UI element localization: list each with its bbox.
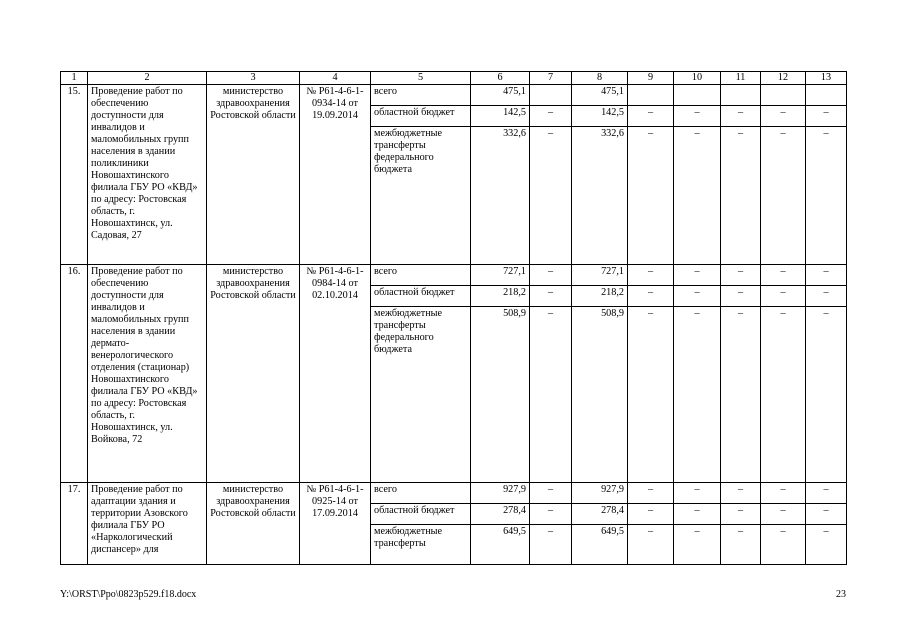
funding-source: межбюджетные трансферты bbox=[371, 525, 471, 565]
value-cell: – bbox=[806, 127, 847, 265]
value-cell: – bbox=[530, 483, 572, 504]
funding-source: всего bbox=[371, 265, 471, 286]
value-cell: 649,5 bbox=[572, 525, 628, 565]
value-cell: 332,6 bbox=[572, 127, 628, 265]
value-cell: – bbox=[628, 525, 674, 565]
value-cell: – bbox=[674, 286, 721, 307]
col-header: 10 bbox=[674, 72, 721, 85]
row-number: 17. bbox=[61, 483, 88, 565]
value-cell: 508,9 bbox=[471, 307, 530, 483]
value-cell: 142,5 bbox=[471, 106, 530, 127]
value-cell bbox=[721, 85, 761, 106]
value-cell: 475,1 bbox=[471, 85, 530, 106]
value-cell: – bbox=[674, 265, 721, 286]
value-cell: – bbox=[806, 504, 847, 525]
value-cell: 508,9 bbox=[572, 307, 628, 483]
col-header: 11 bbox=[721, 72, 761, 85]
value-cell: – bbox=[674, 504, 721, 525]
value-cell: – bbox=[761, 307, 806, 483]
value-cell: – bbox=[530, 286, 572, 307]
value-cell: – bbox=[806, 525, 847, 565]
measure-name: Проведение работ по обеспечению доступности для инвалидов и маломобильных групп населения в здании поликлиники Новошахтинского филиала ГБУ РО «КВД» по адресу: Ростовская область, г. Новошахтинск, ул. Садовая, 27 bbox=[88, 85, 207, 265]
value-cell: – bbox=[628, 483, 674, 504]
value-cell: 927,9 bbox=[471, 483, 530, 504]
responsible-org: министерство здравоохранения Ростовской области bbox=[207, 483, 300, 565]
value-cell: – bbox=[761, 106, 806, 127]
value-cell: – bbox=[761, 483, 806, 504]
funding-source: межбюджетные трансферты федерального бюджета bbox=[371, 307, 471, 483]
funding-source: областной бюджет bbox=[371, 286, 471, 307]
value-cell bbox=[674, 85, 721, 106]
value-cell: – bbox=[530, 307, 572, 483]
value-cell: 475,1 bbox=[572, 85, 628, 106]
value-cell: – bbox=[674, 525, 721, 565]
value-cell: – bbox=[628, 307, 674, 483]
value-cell bbox=[530, 85, 572, 106]
funding-source: межбюджетные трансферты федерального бюджета bbox=[371, 127, 471, 265]
col-header: 9 bbox=[628, 72, 674, 85]
value-cell: 927,9 bbox=[572, 483, 628, 504]
value-cell: 278,4 bbox=[471, 504, 530, 525]
funding-source: областной бюджет bbox=[371, 106, 471, 127]
value-cell: 278,4 bbox=[572, 504, 628, 525]
funding-source: областной бюджет bbox=[371, 504, 471, 525]
col-header: 2 bbox=[88, 72, 207, 85]
value-cell: – bbox=[806, 106, 847, 127]
value-cell: – bbox=[628, 127, 674, 265]
value-cell: – bbox=[806, 265, 847, 286]
value-cell: 332,6 bbox=[471, 127, 530, 265]
value-cell: 218,2 bbox=[471, 286, 530, 307]
value-cell: – bbox=[721, 504, 761, 525]
col-header: 7 bbox=[530, 72, 572, 85]
value-cell: – bbox=[530, 525, 572, 565]
value-cell: – bbox=[721, 483, 761, 504]
document-ref: № Р61-4-6-1-0934-14 от 19.09.2014 bbox=[300, 85, 371, 265]
measure-name: Проведение работ по адаптации здания и территории Азовского филиала ГБУ РО «Наркологический диспансер» для bbox=[88, 483, 207, 565]
responsible-org: министерство здравоохранения Ростовской области bbox=[207, 85, 300, 265]
col-header: 1 bbox=[61, 72, 88, 85]
document-ref: № Р61-4-6-1-0925-14 от 17.09.2014 bbox=[300, 483, 371, 565]
value-cell: 649,5 bbox=[471, 525, 530, 565]
table-row bbox=[61, 483, 847, 504]
value-cell: – bbox=[806, 286, 847, 307]
value-cell: 218,2 bbox=[572, 286, 628, 307]
table-row bbox=[61, 85, 847, 106]
value-cell: – bbox=[761, 286, 806, 307]
value-cell: – bbox=[761, 127, 806, 265]
value-cell: – bbox=[530, 127, 572, 265]
value-cell: 727,1 bbox=[572, 265, 628, 286]
value-cell: – bbox=[674, 307, 721, 483]
value-cell: – bbox=[674, 127, 721, 265]
value-cell: – bbox=[761, 525, 806, 565]
col-header: 3 bbox=[207, 72, 300, 85]
value-cell bbox=[628, 85, 674, 106]
col-header: 5 bbox=[371, 72, 471, 85]
value-cell: – bbox=[761, 265, 806, 286]
value-cell: – bbox=[674, 483, 721, 504]
value-cell: – bbox=[628, 106, 674, 127]
funding-source: всего bbox=[371, 483, 471, 504]
value-cell: – bbox=[721, 525, 761, 565]
value-cell: – bbox=[530, 504, 572, 525]
col-header: 6 bbox=[471, 72, 530, 85]
value-cell: – bbox=[721, 265, 761, 286]
value-cell: – bbox=[806, 307, 847, 483]
document-ref: № Р61-4-6-1-0984-14 от 02.10.2014 bbox=[300, 265, 371, 483]
value-cell: – bbox=[674, 106, 721, 127]
value-cell bbox=[806, 85, 847, 106]
value-cell: 142,5 bbox=[572, 106, 628, 127]
col-header: 12 bbox=[761, 72, 806, 85]
row-number: 15. bbox=[61, 85, 88, 265]
funding-source: всего bbox=[371, 85, 471, 106]
value-cell: – bbox=[628, 504, 674, 525]
value-cell: – bbox=[530, 106, 572, 127]
value-cell: – bbox=[628, 286, 674, 307]
value-cell: – bbox=[721, 127, 761, 265]
column-number-row bbox=[61, 72, 847, 85]
table-row bbox=[61, 265, 847, 286]
value-cell: 727,1 bbox=[471, 265, 530, 286]
row-number: 16. bbox=[61, 265, 88, 483]
value-cell bbox=[761, 85, 806, 106]
value-cell: – bbox=[628, 265, 674, 286]
col-header: 4 bbox=[300, 72, 371, 85]
col-header: 13 bbox=[806, 72, 847, 85]
value-cell: – bbox=[721, 286, 761, 307]
page-number: 23 bbox=[836, 589, 846, 600]
col-header: 8 bbox=[572, 72, 628, 85]
value-cell: – bbox=[721, 106, 761, 127]
value-cell: – bbox=[806, 483, 847, 504]
measure-name: Проведение работ по обеспечению доступности для инвалидов и маломобильных групп населения в здании дермато-венерологического отделения (стационар) Новошахтинского филиала ГБУ РО «КВД» по адресу: Ростовская область, г. Новошахтинск, ул. Войкова, 72 bbox=[88, 265, 207, 483]
value-cell: – bbox=[530, 265, 572, 286]
value-cell: – bbox=[721, 307, 761, 483]
budget-table bbox=[60, 71, 847, 565]
file-path-footer: Y:\ORST\Ppo\0823p529.f18.docx bbox=[60, 589, 197, 600]
responsible-org: министерство здравоохранения Ростовской области bbox=[207, 265, 300, 483]
value-cell: – bbox=[761, 504, 806, 525]
